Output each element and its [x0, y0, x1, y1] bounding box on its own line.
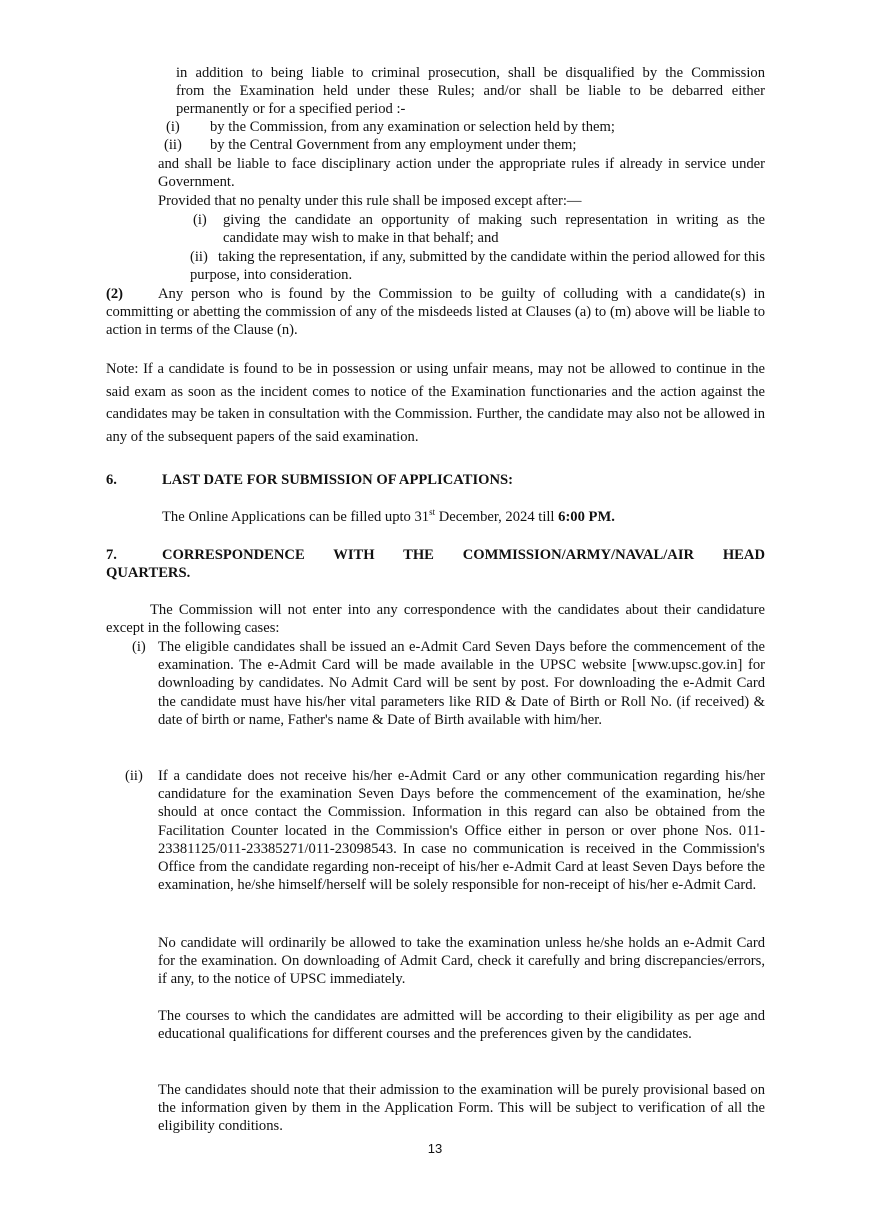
provisional-admission-paragraph: The candidates should note that their admission to the examination will be purely provisional based on the information given by them in the Application Form. This will be subject to verification of all the eligibility conditions. [158, 1082, 765, 1135]
proviso-item-number: (ii) [190, 249, 208, 265]
list-item-text: by the Commission, from any examination or selection held by them; [210, 119, 615, 135]
intro-line-2: from the Examination held under these Rules; and/or shall be liable to be debarred either [176, 83, 765, 99]
proviso-item-text: taking the representation, if any, submitted by the candidate within the period allowed for this purpose, into consideration. [190, 249, 765, 284]
admit-card-paragraph: No candidate will ordinarily be allowed to take the examination unless he/she holds an e-Admit Card for the examination. On downloading of Admit Card, check it carefully and bring discrepancies/errors, if any, to the notice of UPSC immediately. [158, 935, 765, 988]
clause-2-text: Any person who is found by the Commission to be guilty of colluding with a candidate(s) in committing or abetting the commission of any of the misdeeds listed at Clauses (a) to (m) above will be liable to action in terms of the Clause (n). [106, 286, 765, 339]
proviso-item-number: (i) [193, 212, 207, 228]
section-7-number: 7. [106, 547, 117, 563]
intro-line-1: in addition to being liable to criminal prosecution, shall be disqualified by the Commission [176, 65, 765, 81]
list-item-number: (ii) [164, 137, 182, 153]
section-7-intro: The Commission will not enter into any correspondence with the candidates about their candidature except in the following cases: [106, 602, 765, 637]
section-7-item-text: If a candidate does not receive his/her e-Admit Card or any other communication regarding his/her candidature for the examination Seven Days before the commencement of the examination, he/she should at once contact the Commission. Information in this regard can also be obtained from the Facilitation Counter located in the Commission's Office either in person or over phone Nos. 011-23381125/011-23385271/011-23098543. In case no communication is received in the Commission's Office from the candidate regarding non-receipt of his/her e-Admit Card at least Seven Days before the examination, he/she himself/herself will be solely responsible for non-receipt of his/her e-Admit Card. [158, 768, 765, 894]
section-7-item-number: (ii) [125, 768, 143, 784]
clause-2-number: (2) [106, 286, 124, 302]
disciplinary-paragraph: and shall be liable to face disciplinary action under the appropriate rules if already in service under Government. [158, 156, 765, 191]
section-7-title-line-2: QUARTERS. [106, 565, 191, 581]
section-7-title-line-1: CORRESPONDENCE WITH THE COMMISSION/ARMY/NAVAL/AIR HEAD [162, 547, 765, 563]
section-6-text: The Online Applications can be filled upto 31st December, 2024 till 6:00 PM. [162, 507, 615, 525]
list-item-text: by the Central Government from any employment under them; [210, 137, 577, 153]
section-7-item-text: The eligible candidates shall be issued an e-Admit Card Seven Days before the commencement of the examination. The e-Admit Card will be made available in the UPSC website [www.upsc.gov.in] for downloading by candidates. No Admit Card will be sent by post. For downloading the e-Admit Card the candidate must have his/her vital parameters like RID & Date of Birth or Roll No. (if received) & date of birth or name, Father's name & Date of Birth available with him/her. [158, 639, 765, 728]
proviso-paragraph: Provided that no penalty under this rule shall be imposed except after:— [158, 193, 582, 209]
list-item-number: (i) [166, 119, 180, 135]
page-number: 13 [427, 1141, 443, 1156]
note-paragraph: Note: If a candidate is found to be in possession or using unfair means, may not be allowed to continue in the said exam as soon as the incident comes to notice of the Examination functionaries and the action against the candidates may be taken in consultation with the Commission. Further, the candidate may also not be allowed in any of the subsequent papers of the said examination. [106, 361, 765, 445]
proviso-item-text: giving the candidate an opportunity of making such representation in writing as the candidate may wish to make in that behalf; and [223, 212, 765, 247]
intro-line-3: permanently or for a specified period :- [176, 101, 406, 117]
section-6-title: LAST DATE FOR SUBMISSION OF APPLICATIONS: [162, 472, 513, 488]
section-7-item-number: (i) [132, 639, 146, 655]
courses-paragraph: The courses to which the candidates are admitted will be according to their eligibility as per age and educational qualifications for different courses and the preferences given by the candidates. [158, 1008, 765, 1043]
section-6-number: 6. [106, 472, 117, 488]
